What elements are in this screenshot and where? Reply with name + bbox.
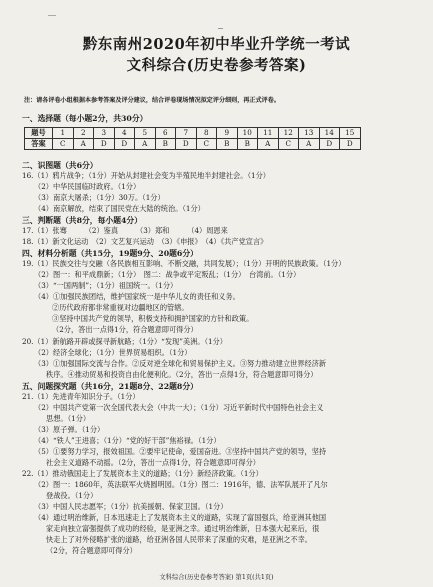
answer-line: 20.（1）新航路开辟或探寻新航路；（1分）“发现”美洲。（1分） (22, 337, 227, 346)
answer-line: （3）“一国两制”；（1分）祖国统一。（1分） (34, 281, 178, 290)
answer-line: 快走上了对外侵略扩张的道路，给亚洲各国人民带来了深重的灾难，是亚洲之不幸。 (46, 535, 312, 544)
answer-cell: B (237, 139, 258, 150)
answer-cell: D (94, 139, 115, 150)
answer-line: 家走向独立富强提供了成功的经验，是亚洲之幸。通过明治维新，日本强大起来后，很 (46, 524, 320, 533)
scan-mark (218, 28, 223, 29)
answer-line: 19.（1）民族交往与交融（各民族相互影响、不断交融，共同发展）；（1分）开明的民族政策。（1分） (22, 259, 346, 268)
answer-cell: B (217, 139, 238, 150)
section-heading-inquiry: 五、问题探究题（共16分，21题8分、22题8分） (22, 382, 198, 391)
answer-table (24, 127, 361, 150)
answer-cell: C (278, 139, 299, 150)
answer-cell: C (53, 139, 74, 150)
answer-cell: A (73, 139, 94, 150)
grading-note: 注：请各评卷小组根据本参考答案及评分建议，结合评卷现场情况拟定评分细则，再正式评卷。 (24, 97, 280, 104)
exam-title: 黔东南州2020年初中毕业升学统一考试 (82, 36, 351, 53)
question-number: 14 (319, 128, 340, 139)
answer-line: （4）南京解放，结束了国民党在大陆的统治。（1分） (34, 204, 205, 213)
answer-line: ③坚持中国共产党的领导，积极支持和拥护国家的方针和政策。 (52, 314, 254, 323)
question-number: 6 (155, 128, 176, 139)
table-header-answer: 答案 (25, 139, 53, 150)
question-number: 9 (217, 128, 238, 139)
question-number: 8 (196, 128, 217, 139)
answer-line: 18.（1）新文化运动 （2）文艺复兴运动 （3）《申报》 （4）《共产党宣言》 (22, 237, 268, 246)
question-number: 11 (258, 128, 279, 139)
answer-line: （2）中华民国临时政府。（1分） (34, 182, 141, 191)
answer-line: ②历代政府都非常重视对边疆地区的管辖。 (52, 303, 189, 312)
answer-line: （2）经济全球化；（1分）世界贸易组织。（1分） (34, 348, 192, 357)
question-number: 12 (278, 128, 299, 139)
question-number: 7 (176, 128, 197, 139)
answer-line: 17.（1）张骞 （2）鉴真 （3）郑和 （4）周恩来 (22, 226, 228, 235)
answer-cell: D (340, 139, 361, 150)
answer-cell: C (196, 139, 217, 150)
answer-cell: A (299, 139, 320, 150)
question-number: 5 (135, 128, 156, 139)
question-number: 3 (94, 128, 115, 139)
answer-line: 秩序。④推动贸易和投资自由化便利化。（2分，答出一点得1分，符合题意即可得分） (46, 370, 318, 379)
answer-line: （4）通过明治维新，日本迅速走上了发展资本主义的道路，实现了富国强兵，给亚洲其他国 (34, 513, 327, 522)
answer-line: 登战役。（1分） (46, 491, 98, 500)
question-number: 2 (73, 128, 94, 139)
question-number: 4 (114, 128, 135, 139)
answer-line: 思想。（1分） (46, 414, 91, 423)
page-footer: 文科综合(历史卷参考答案) 第1页(共1页) (159, 574, 274, 581)
question-number: 10 (237, 128, 258, 139)
answer-line: （3）南京大屠杀；（1分）30万。（1分） (34, 193, 165, 202)
answer-line: （4）“铁人”王进喜；（1分）“党的好干部”焦裕禄。（1分） (34, 436, 221, 445)
question-number: 13 (299, 128, 320, 139)
answer-cell: A (258, 139, 279, 150)
answer-line: （4）①加强民族团结，维护国家统一是中华儿女的责任和义务。 (34, 292, 240, 301)
answer-cell: D (114, 139, 135, 150)
answer-line: （3）原子弹。（1分） (34, 425, 105, 434)
answer-line: （3）①加强国际交流与合作。②反对逆全球化和贸易保护主义。③努力推动建立世界经济新 (34, 359, 327, 368)
answer-cell: B (155, 139, 176, 150)
section-heading-material: 四、材料分析题（共15分，19题9分、20题6分） (22, 249, 198, 258)
answer-line: 16.（1）鸦片战争；（1分）开始从封建社会变为半殖民地半封建社会。（1分） (22, 171, 270, 180)
table-header-question: 题号 (25, 128, 53, 139)
answer-line: 21.（1）先进青年知识分子。（1分） (22, 392, 140, 401)
question-number: 1 (53, 128, 74, 139)
answer-table-answer-row (25, 139, 361, 150)
scan-mark (48, 15, 56, 16)
answer-cell: A (135, 139, 156, 150)
section-heading-picture: 二、识图题（共6分） (22, 161, 98, 170)
answer-cell: D (319, 139, 340, 150)
answer-line: 社会主义道路不动摇。（2分，答出一点得1分，符合题意即可得分） (46, 458, 260, 467)
answer-line: （2分，符合题意即可得分） (46, 546, 137, 555)
exam-subtitle: 文科综合(历史卷参考答案) (126, 57, 307, 74)
answer-line: （5）①要努力学习，报效祖国。②要牢记使命，爱国奋进。③坚持中国共产党的领导，坚持 (34, 447, 327, 456)
section-heading-choice: 一、选择题（每小题2分，共30分） (22, 114, 148, 123)
section-heading-judgment: 三、判断题（共8分，每小题4分） (22, 216, 143, 225)
question-number: 15 (340, 128, 361, 139)
answer-line: （2分，答出一点得1分，符合题意即可得分） (52, 325, 198, 334)
answer-table-number-row (25, 128, 361, 139)
answer-cell: D (176, 139, 197, 150)
answer-line: （2）图一：和平成鼎新；（1分） 图二：战争或平定叛乱；（1分） 台湾前。（1分） (34, 270, 301, 279)
answer-line: （2）中国共产党第一次全国代表大会（中共一大）；（1分）习近平新时代中国特色社会主义 (34, 403, 324, 412)
answer-line: 22.（1）推动俄国走上了发展资本主义的道路；（1分）新经济政策。（1分） (22, 469, 263, 478)
answer-line: （2）图一：1860年，英法联军火烧圆明园。（1分）图二：1916年，德、法军队展开了凡尔 (34, 480, 328, 489)
answer-line: （3）中国人民志愿军；（1分）抗美援朝、保家卫国。（1分） (34, 502, 228, 511)
